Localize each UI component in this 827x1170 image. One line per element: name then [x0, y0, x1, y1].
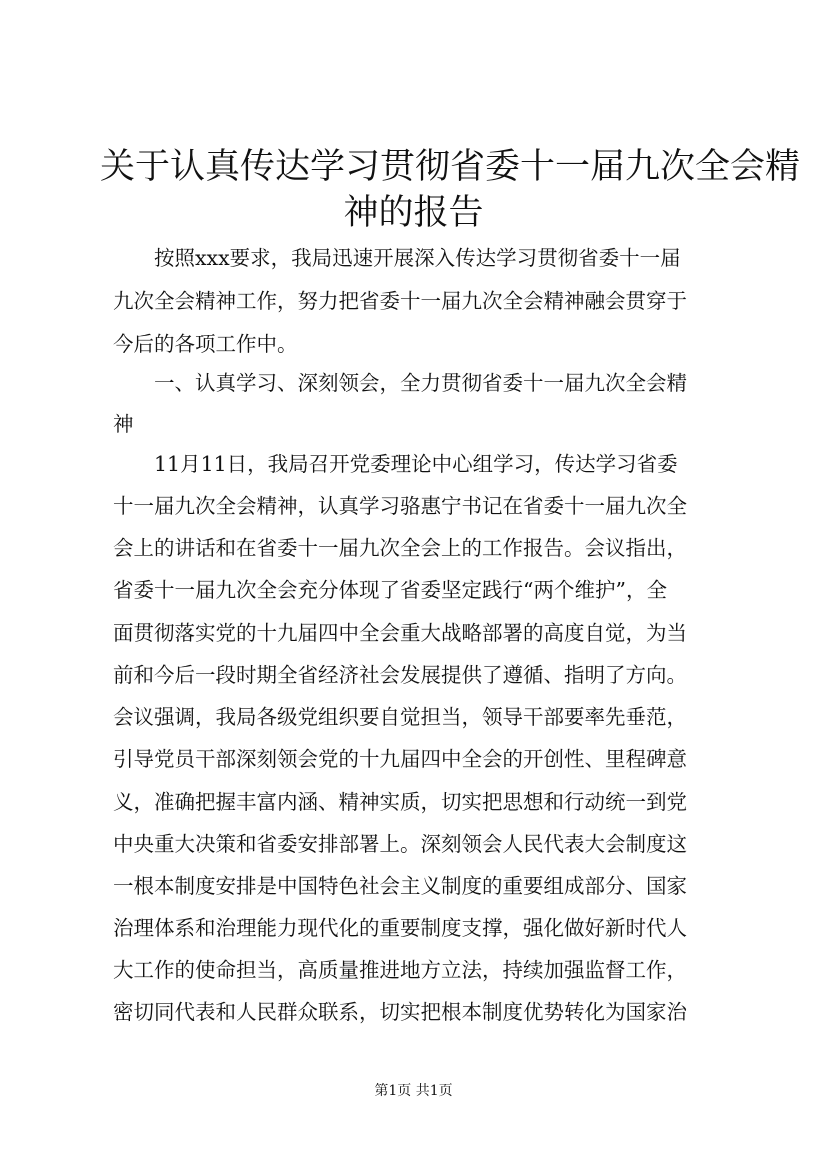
body-line: 面贯彻落实党的十九届四中全会重大战略部署的高度自觉，为当: [113, 621, 687, 645]
body-line: 按照xxx要求，我局迅速开展深入传达学习贯彻省委十一届: [154, 246, 681, 270]
document-title-line-1: 关于认真传达学习贯彻省委十一届九次全会精: [100, 147, 801, 187]
document-title-line-2: 神的报告: [343, 193, 484, 233]
body-line: 11月11日，我局召开党委理论中心组学习，传达学习省委: [154, 452, 678, 476]
body-line: 今后的各项工作中。: [113, 332, 298, 356]
body-line: 会议强调，我局各级党组织要自觉担当，领导干部要率先垂范，: [113, 705, 687, 729]
body-line: 大工作的使命担当，高质量推进地方立法，持续加强监督工作，: [113, 958, 687, 982]
section-heading-line: 一、认真学习、深刻领会，全力贯彻省委十一届九次全会精: [154, 371, 687, 395]
body-line: 义，准确把握丰富内涵、精神实质，切实把思想和行动统一到党: [113, 790, 687, 814]
body-line: 九次全会精神工作，努力把省委十一届九次全会精神融会贯穿于: [113, 289, 687, 313]
body-line: 十一届九次全会精神，认真学习骆惠宁书记在省委十一届九次全: [113, 494, 687, 518]
section-heading-line: 神: [113, 412, 134, 436]
body-line: 引导党员干部深刻领会党的十九届四中全会的开创性、里程碑意: [113, 747, 687, 771]
page-number-footer: 第1页 共1页: [374, 1083, 453, 1099]
body-line: 前和今后一段时期全省经济社会发展提供了遵循、指明了方向。: [113, 663, 687, 687]
body-line: 省委十一届九次全会充分体现了省委坚定践行“两个维护”，全: [113, 578, 667, 602]
body-line: 治理体系和治理能力现代化的重要制度支撑，强化做好新时代人: [113, 916, 687, 940]
body-line: 一根本制度安排是中国特色社会主义制度的重要组成部分、国家: [113, 874, 687, 898]
body-line: 会上的讲话和在省委十一届九次全会上的工作报告。会议指出，: [113, 536, 687, 560]
body-line: 密切同代表和人民群众联系，切实把根本制度优势转化为国家治: [113, 1000, 687, 1024]
body-line: 中央重大决策和省委安排部署上。深刻领会人民代表大会制度这: [113, 832, 687, 856]
